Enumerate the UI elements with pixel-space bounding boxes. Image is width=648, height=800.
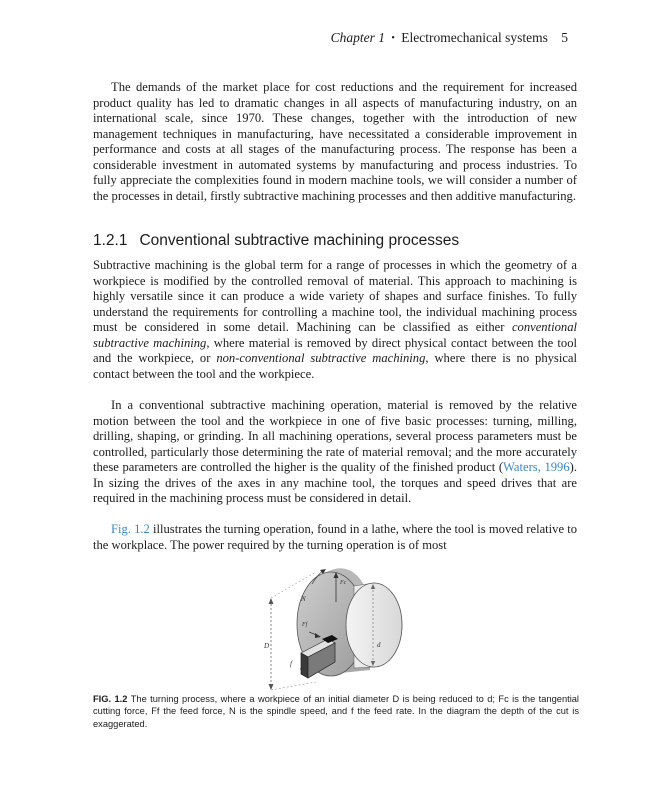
label-Fc: Fc (340, 580, 347, 586)
citation-link[interactable]: Waters, 1996 (503, 460, 570, 475)
label-N: N (301, 595, 306, 603)
paragraph-subtractive (93, 258, 577, 382)
caption-label: FIG. 1.2 (93, 694, 128, 704)
workpiece-reduced-cylinder (346, 583, 402, 668)
label-d: d (377, 641, 381, 649)
running-header (331, 30, 568, 46)
label-f: f (290, 660, 292, 668)
text-run: , where material is removed by direct physical contact between the tool and the workpiece, or (93, 335, 577, 366)
text-run: illustrates the turning operation, found in a lathe, where the tool is moved relative to the workplace. The power required by the turning operation is of most (93, 522, 578, 552)
section-heading (93, 232, 459, 250)
figure-caption (93, 693, 579, 730)
paragraph-figure-intro (93, 522, 577, 553)
text-run: In a conventional subtractive machining operation, material is removed by the relative motion between the tool and the workpiece in one of five basic processes: turning, milling, drilling, shaping, or grinding. In all machining operations, several process parameters must be controlled, particularly those determining the rate of material removal; and the more accurately these parameters are controlled the higher is the quality of the finished product ( (93, 398, 577, 475)
text-run: , where there is no physical contact between the tool and the workpiece. (93, 351, 578, 381)
text-run: Subtractive machining is the global term for a range of processes in which the geometry of a workpiece is modified by the controlled removal of material. This approach to machining is highly versatile since it can produce a wide variety of shapes and surface finishes. To fully understand the requirements for controlling a machine tool, the individual machining process must be considered in some detail. Machining can be classified as either (93, 258, 577, 335)
header-bullet: • (391, 33, 395, 44)
text-run: ). In sizing the drives of the axes in any machine tool, the torques and speed drives that are required in the machining process must be considered in detail. (93, 460, 577, 506)
turning-process-figure (252, 562, 422, 694)
paragraph-intro: The demands of the market place for cost reductions and the requirement for increased product quality has led to dramatic changes in all aspects of manufacturing industry, on an international scale, since 1970. These changes, together with the introduction of new management techniques in manufacturing, have necessitated a considerable improvement in performance and costs at all stages of the manufacturing process. The response has been a considerable investment in automated systems by manufacturing and process industries. To fully appreciate the complexities found in modern machine tools, we will consider a number of the processes in detail, firstly subtractive machining processes and then additive manufacturing. (93, 80, 577, 203)
label-Ff: Ff (302, 622, 308, 628)
page-number: 5 (561, 30, 568, 45)
emphasis-conventional: conventional subtractive machining (93, 320, 577, 350)
label-D: D (264, 642, 270, 650)
chapter-title: Electromechanical systems (401, 30, 548, 45)
caption-text: The turning process, where a workpiece of an initial diameter D is being reduced to d; Fc is the tangential cutting force, Ff the feed force, N is the spindle speed, and f the feed rate. In the diagram the depth of the cut is exaggerated. (93, 694, 580, 729)
section-number: 1.2.1 (93, 232, 128, 249)
emphasis-non-conventional: non-conventional subtractive machining (216, 351, 426, 366)
section-title: Conventional subtractive machining processes (139, 232, 460, 249)
chapter-label: Chapter 1 (330, 30, 386, 45)
paragraph-conventional-operation (93, 398, 577, 507)
figure-reference-link[interactable]: Fig. 1.2 (111, 522, 150, 536)
